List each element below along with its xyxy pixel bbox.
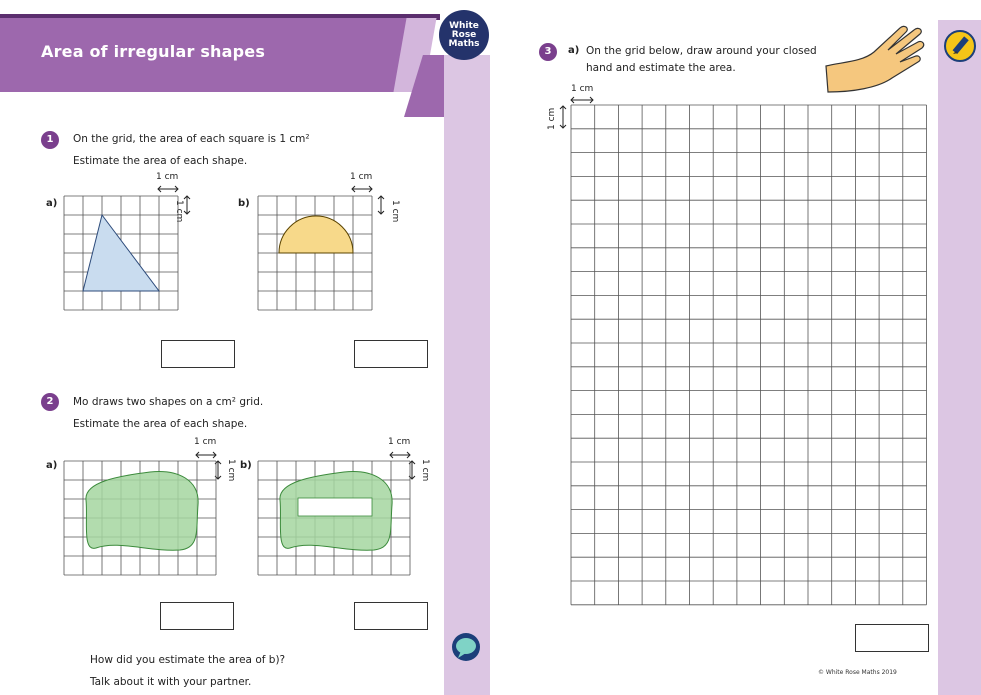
q1a-v-arrow <box>184 196 190 214</box>
logo-word-2: Rose <box>451 29 477 40</box>
q2a-answer-box[interactable] <box>160 602 234 630</box>
q1b-semicircle <box>279 216 353 253</box>
question-3-line-2: hand and estimate the area. <box>586 62 736 74</box>
q2b-unit-horizontal: 1 cm <box>388 437 411 447</box>
q3-part-a-label: a) <box>568 45 580 56</box>
q3-unit-vertical: 1 cm <box>547 107 557 130</box>
q1a-unit-horizontal: 1 cm <box>156 172 179 182</box>
q3-drawing-grid <box>571 105 927 605</box>
q2a-unit-horizontal: 1 cm <box>194 437 217 447</box>
logo-word-3: Maths <box>448 38 480 49</box>
q2b-hole <box>298 498 372 516</box>
right-side-strip <box>938 20 981 695</box>
q3-answer-box[interactable] <box>855 624 929 652</box>
discussion-line-2: Talk about it with your partner. <box>90 676 252 688</box>
q3-v-arrow <box>560 106 566 128</box>
q1a-h-arrow <box>158 186 178 192</box>
page-title: Area of irregular shapes <box>41 42 266 61</box>
q2b-unit-vertical: 1 cm <box>420 459 430 482</box>
q1b-unit-horizontal: 1 cm <box>350 172 373 182</box>
q1b-unit-vertical: 1 cm <box>390 200 400 223</box>
question-2-line-1: Mo draws two shapes on a cm² grid. <box>73 396 264 408</box>
q2-part-b-label: b) <box>240 460 252 471</box>
copyright-footer: © White Rose Maths 2019 <box>818 669 897 676</box>
q2a-unit-vertical: 1 cm <box>226 459 236 482</box>
question-1-number: 1 <box>41 131 59 149</box>
q2-part-a-label: a) <box>46 460 58 471</box>
question-2-line-2: Estimate the area of each shape. <box>73 418 248 430</box>
q3-h-arrow <box>571 97 593 103</box>
q2b-answer-box[interactable] <box>354 602 428 630</box>
discussion-line-1: How did you estimate the area of b)? <box>90 654 286 666</box>
hand-icon <box>822 22 928 96</box>
question-2-number: 2 <box>41 393 59 411</box>
q2a-blob <box>86 472 198 551</box>
q1b-v-arrow <box>378 196 384 214</box>
q1-part-b-label: b) <box>238 198 250 209</box>
q2a-h-arrow <box>196 452 216 458</box>
q1b-h-arrow <box>352 186 372 192</box>
q1a-unit-vertical: 1 cm <box>174 200 184 223</box>
q1b-answer-box[interactable] <box>354 340 428 368</box>
question-1-line-2: Estimate the area of each shape. <box>73 155 248 167</box>
q1-part-a-label: a) <box>46 198 58 209</box>
logo-word-1: White <box>449 20 479 31</box>
q1a-answer-box[interactable] <box>161 340 235 368</box>
question-1-line-1: On the grid, the area of each square is 1 cm² <box>73 133 310 145</box>
speech-bubble-icon <box>450 632 482 664</box>
pencil-icon <box>944 30 976 62</box>
q3-unit-horizontal: 1 cm <box>571 84 594 94</box>
question-3-line-1: On the grid below, draw around your closed <box>586 45 817 57</box>
q2b-h-arrow <box>390 452 410 458</box>
question-3-number: 3 <box>539 43 557 61</box>
